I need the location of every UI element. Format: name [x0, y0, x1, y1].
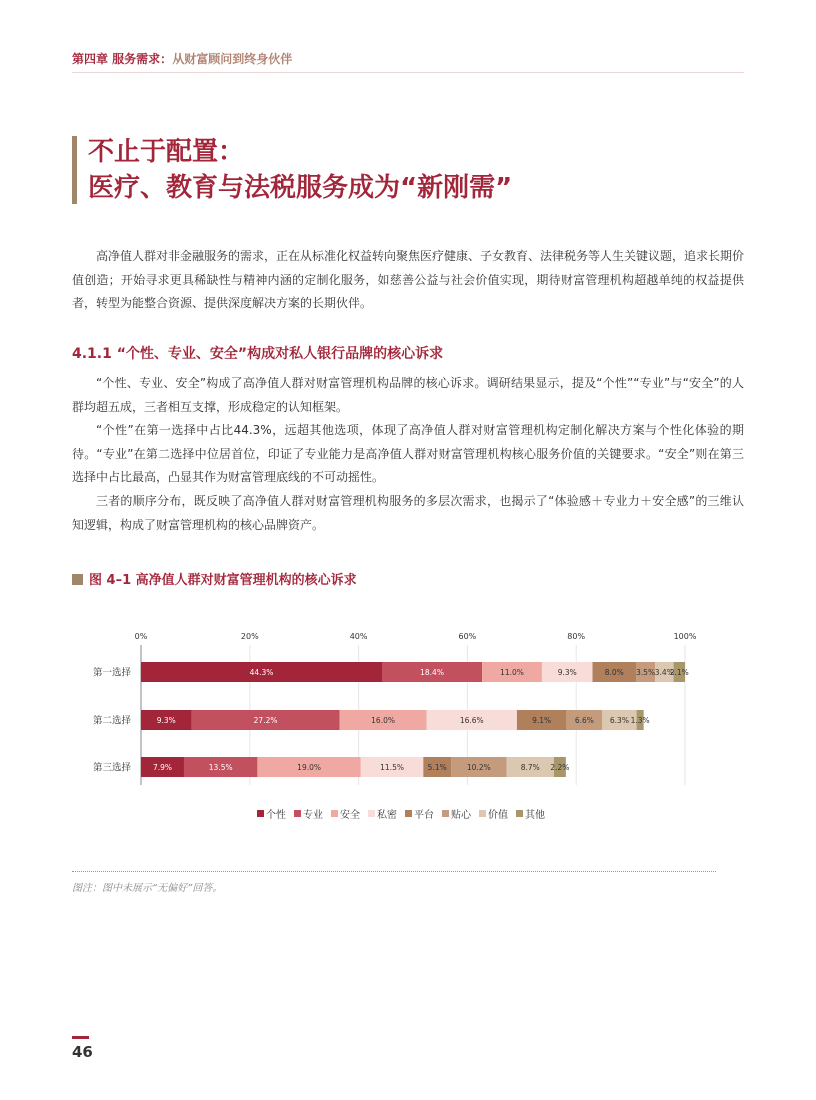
data-label: 1.3%	[630, 716, 650, 725]
legend-swatch	[294, 810, 301, 817]
figure-title-text: 图 4–1 高净值人群对财富管理机构的核心诉求	[89, 573, 357, 588]
data-label: 10.2%	[466, 763, 491, 772]
legend-swatch	[257, 810, 264, 817]
x-tick-label: 60%	[458, 632, 477, 641]
figure-note: 图注：图中未展示“无偏好”回答。	[72, 883, 223, 894]
legend-swatch	[331, 810, 338, 817]
data-label: 7.9%	[152, 763, 173, 772]
data-label: 11.0%	[500, 668, 524, 677]
data-label: 13.5%	[208, 763, 233, 772]
header-chapter: 第四章 服务需求：	[72, 52, 173, 66]
data-label: 16.6%	[459, 716, 484, 725]
category-label: 第一选择	[92, 667, 131, 679]
data-label: 27.2%	[253, 716, 278, 725]
data-label: 18.4%	[420, 668, 444, 677]
data-label: 8.0%	[604, 668, 624, 677]
category-label: 第二选择	[92, 715, 131, 727]
data-label: 2.2%	[550, 763, 570, 772]
data-label: 2.1%	[669, 668, 689, 677]
legend-swatch	[368, 810, 375, 817]
data-label: 6.6%	[574, 716, 594, 725]
x-tick-label: 100%	[673, 632, 697, 641]
body-paragraph-3: 三者的顺序分布，既反映了高净值人群对财富管理机构服务的多层次需求，也揭示了“体验感＋专业力＋安全感”的三维认知逻辑，构成了财富管理机构的核心品牌资产。	[72, 494, 744, 532]
legend-swatch	[442, 810, 449, 817]
header-subtitle: 从财富顾问到终身伙伴	[172, 52, 293, 66]
page-title-line2: 医疗、教育与法税服务成为“新刚需”	[88, 173, 513, 203]
data-label: 16.0%	[371, 716, 395, 725]
note-divider	[72, 871, 716, 872]
legend-swatch	[516, 810, 523, 817]
data-label: 5.1%	[427, 763, 447, 772]
intro-paragraph: 高净值人群对非金融服务的需求，正在从标准化权益转向聚焦医疗健康、子女教育、法律税务等人生关键议题，追求长期价值创造；开始寻求更具稀缺性与精神内涵的定制化服务，如慈善公益与社会价值实现，期待财富管理机构超越单纯的权益提供者，转型为能整合资源、提供深度解决方案的长期伙伴。	[72, 249, 745, 310]
legend-swatch	[479, 810, 486, 817]
data-label: 8.7%	[520, 763, 540, 772]
legend-label: 价值	[488, 810, 508, 821]
page-number: 46	[72, 1043, 93, 1061]
legend-label: 私密	[377, 810, 397, 821]
legend-label: 平台	[414, 810, 434, 821]
data-label: 11.5%	[380, 763, 404, 772]
data-label: 44.3%	[249, 668, 274, 677]
data-label: 3.5%	[636, 668, 656, 677]
legend-label: 个性	[266, 810, 286, 821]
legend-label: 专业	[303, 810, 323, 821]
x-tick-label: 40%	[349, 632, 368, 641]
legend-label: 其他	[525, 810, 545, 821]
category-label: 第三选择	[92, 762, 131, 774]
body-paragraph-2: “个性”在第一选择中占比44.3%，远超其他选项，体现了高净值人群对财富管理机构定制化解决方案与个性化体验的期待。“专业”在第二选择中位居首位，印证了专业能力是高净值人群对财富管理机构核心服务价值的关键要求。“安全”则在第三选择中占比最高，凸显其作为财富管理底线的不可动摇性。	[72, 423, 744, 484]
x-tick-label: 80%	[567, 632, 586, 641]
legend-label: 贴心	[451, 810, 471, 821]
data-label: 9.3%	[557, 668, 577, 677]
data-label: 9.3%	[156, 716, 176, 725]
x-tick-label: 20%	[240, 632, 259, 641]
data-label: 9.1%	[532, 716, 552, 725]
data-label: 19.0%	[297, 763, 322, 772]
section-heading: 4.1.1 “个性、专业、安全”构成对私人银行品牌的核心诉求	[72, 346, 444, 362]
page-title-line1: 不止于配置：	[88, 137, 245, 167]
page-number-mark	[72, 1036, 89, 1039]
data-label: 3.4%	[654, 668, 674, 677]
body-paragraph-1: “个性、专业、安全”构成了高净值人群对财富管理机构品牌的核心诉求。调研结果显示，提及“个性”“专业”与“安全”的人群均超五成，三者相互支撑，形成稳定的认知框架。	[72, 376, 744, 414]
data-label: 6.3%	[609, 716, 629, 725]
legend-swatch	[405, 810, 412, 817]
x-tick-label: 0%	[134, 632, 148, 641]
legend-label: 安全	[340, 810, 360, 821]
